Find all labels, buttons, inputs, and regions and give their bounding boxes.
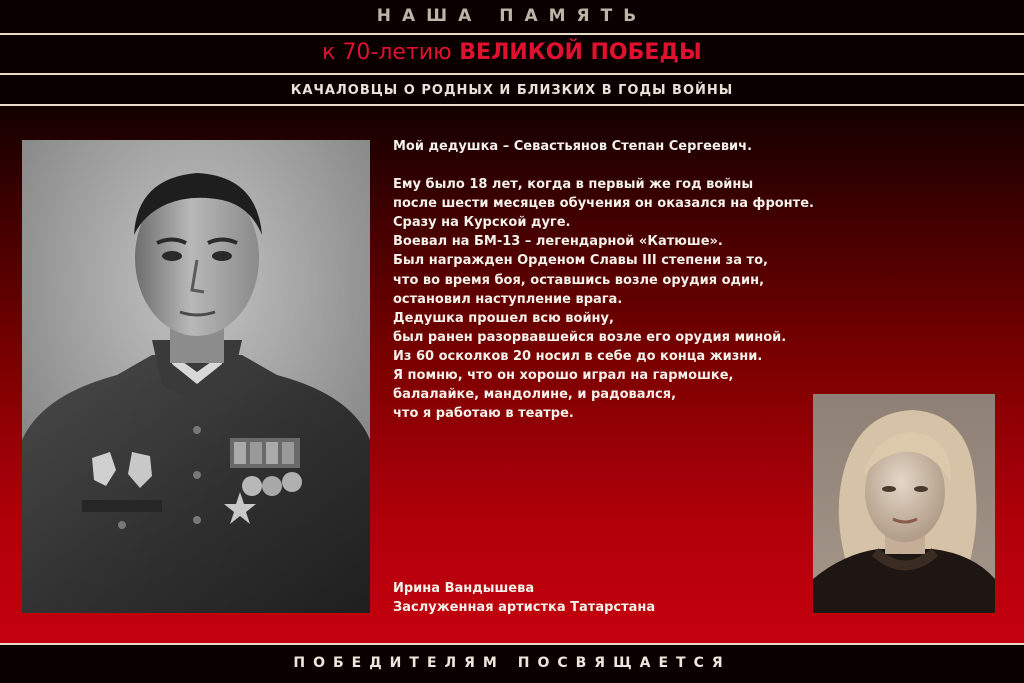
story-line: Ему было 18 лет, когда в первый же год войны	[393, 177, 754, 193]
top-rule-3	[0, 104, 1024, 106]
author-portrait-image	[813, 394, 995, 613]
soldier-portrait-image	[22, 140, 370, 613]
story-line: был ранен разорвавшейся возле его орудия миной.	[393, 329, 787, 345]
story-line: остановил наступление врага.	[393, 291, 623, 307]
subtitle-main: ВЕЛИКОЙ ПОБЕДЫ	[459, 40, 702, 65]
story-line: Сразу на Курской дуге.	[393, 215, 571, 231]
story-line: балалайке, мандолине, и радовался,	[393, 387, 677, 403]
page-subtitle	[0, 40, 1024, 65]
story-line: Я помню, что он хорошо играл на гармошке,	[393, 368, 734, 384]
story-line: что во время боя, оставшись возле орудия один,	[393, 272, 765, 288]
story-gap	[393, 156, 1003, 175]
page-caption: КАЧАЛОВЦЫ О РОДНЫХ И БЛИЗКИХ В ГОДЫ ВОЙНЫ	[290, 83, 734, 98]
author-name: Ирина Вандышева	[393, 581, 535, 596]
story-line: Был награжден Орденом Славы III степени за то,	[393, 253, 768, 269]
footer-dedication: ПОБЕДИТЕЛЯМ ПОСВЯЩАЕТСЯ	[293, 655, 731, 671]
story-line: что я работаю в театре.	[393, 406, 574, 422]
story-line: Воевал на БМ-13 – легендарной «Катюше».	[393, 234, 723, 250]
story-line: Дедушка прошел всю войну,	[393, 310, 614, 326]
subtitle-prefix: к 70-летию	[322, 40, 452, 65]
story-heading: Мой дедушка – Севастьянов Степан Сергеевич.	[393, 139, 753, 154]
story-line: Из 60 осколков 20 носил в себе до конца жизни.	[393, 348, 763, 364]
page-title: НАША ПАМЯТЬ	[376, 6, 648, 26]
author-title: Заслуженная артистка Татарстана	[393, 600, 656, 615]
story-line: после шести месяцев обучения он оказался на фронте.	[393, 196, 814, 212]
soldier-portrait-photo	[22, 140, 370, 613]
author-caption	[393, 579, 655, 617]
author-portrait-photo	[813, 394, 995, 613]
story-text	[393, 137, 1003, 423]
